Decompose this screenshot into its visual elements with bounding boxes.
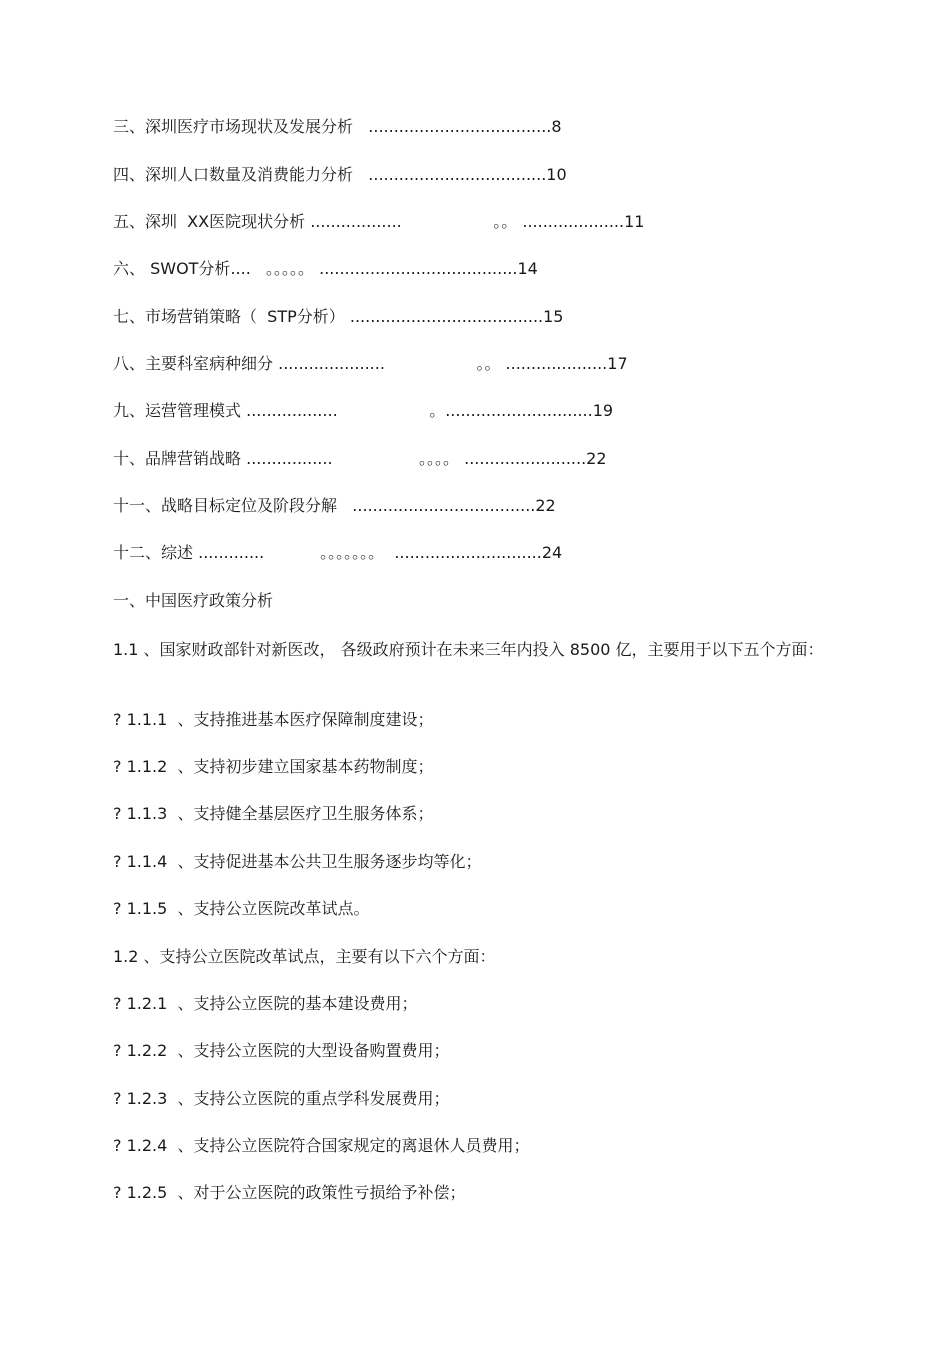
toc-entry bbox=[113, 400, 613, 422]
toc-leader: ......................................15 bbox=[344, 307, 564, 326]
toc-title: 六、 SWOT分析 bbox=[113, 259, 231, 278]
list-item: ? 1.2.5 、对于公立医院的政策性亏损给予补偿； bbox=[113, 1183, 466, 1202]
list-item: ? 1.1.5 、支持公立医院改革试点。 bbox=[113, 899, 370, 918]
toc-title: 四、深圳人口数量及消费能力分析 bbox=[113, 165, 354, 184]
toc-title: 十一、战略目标定位及阶段分解 bbox=[113, 496, 338, 515]
paragraph: 1.2 、支持公立医院改革试点，主要有以下六个方面： bbox=[113, 947, 496, 966]
toc-entry bbox=[113, 448, 607, 470]
list-item: ? 1.1.2 、支持初步建立国家基本药物制度； bbox=[113, 757, 434, 776]
toc-entry bbox=[113, 306, 563, 328]
toc-title: 八、主要科室病种细分 bbox=[113, 354, 274, 373]
toc-leader: ....................................22 bbox=[337, 496, 556, 515]
paragraph: 1.1 、国家财政部针对新医改， 各级政府预计在未来三年内投入 8500 亿，主要用于以下五个方面： bbox=[113, 640, 824, 659]
toc-entry bbox=[113, 116, 562, 138]
toc-entry bbox=[113, 495, 556, 517]
toc-title: 三、深圳医疗市场现状及发展分析 bbox=[113, 117, 354, 136]
toc-title: 十二、综述 bbox=[113, 543, 194, 562]
toc-leader: ..................... 。。 ....................17 bbox=[273, 354, 628, 373]
toc-leader: .................. 。。 ....................11 bbox=[305, 212, 645, 231]
toc-title: 九、运营管理模式 bbox=[113, 401, 242, 420]
list-item: ? 1.1.1 、支持推进基本医疗保障制度建设； bbox=[113, 710, 434, 729]
toc-entry bbox=[113, 164, 567, 186]
list-item: ? 1.2.2 、支持公立医院的大型设备购置费用； bbox=[113, 1041, 450, 1060]
list-item: ? 1.1.4 、支持促进基本公共卫生服务逐步均等化； bbox=[113, 852, 482, 871]
list-item: ? 1.1.3 、支持健全基层医疗卫生服务体系； bbox=[113, 804, 434, 823]
list-item: ? 1.2.1 、支持公立医院的基本建设费用； bbox=[113, 994, 418, 1013]
toc-entry bbox=[113, 211, 644, 233]
toc-leader: .... 。。。。。 .......................................14 bbox=[230, 259, 538, 278]
toc-entry bbox=[113, 258, 538, 280]
toc-entry bbox=[113, 542, 562, 564]
toc-leader: ............. 。。。。。。。 .............................24 bbox=[193, 543, 563, 562]
list-item: ? 1.2.3 、支持公立医院的重点学科发展费用； bbox=[113, 1089, 450, 1108]
toc-title: 十、品牌营销战略 bbox=[113, 449, 242, 468]
section-heading: 一、中国医疗政策分析 bbox=[113, 591, 274, 610]
list-item: ? 1.2.4 、支持公立医院符合国家规定的离退休人员费用； bbox=[113, 1136, 530, 1155]
toc-entry bbox=[113, 353, 628, 375]
toc-leader: ................. 。。。。 ........................22 bbox=[241, 449, 607, 468]
toc-leader: ...................................10 bbox=[353, 165, 567, 184]
toc-title: 五、深圳 XX医院现状分析 bbox=[113, 212, 306, 231]
toc-leader: .................. 。.............................19 bbox=[241, 401, 614, 420]
toc-leader: ....................................8 bbox=[353, 117, 562, 136]
toc-title: 七、市场营销策略（ STP分析） bbox=[113, 307, 345, 326]
